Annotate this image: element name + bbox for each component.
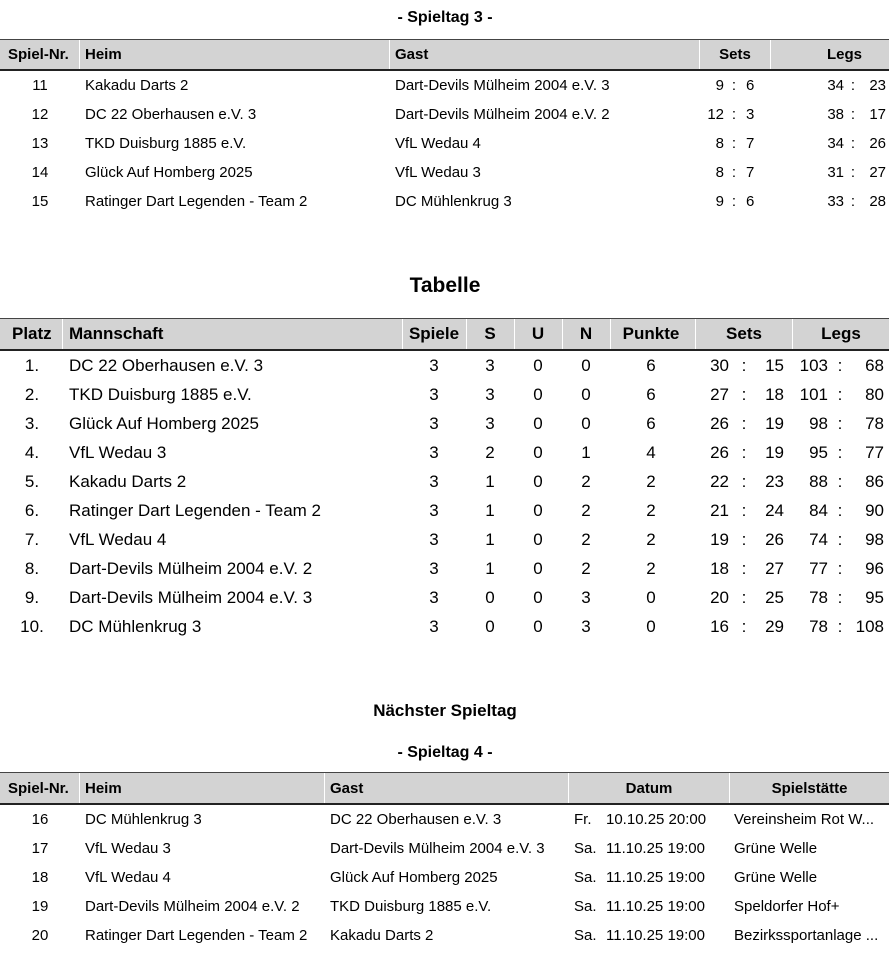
legs-against: 98 [865, 530, 884, 549]
legs-away: 27 [869, 164, 886, 181]
spieltag3-title: - Spieltag 3 - [397, 9, 493, 26]
legs-for: 77 [809, 559, 828, 578]
legs-against: 68 [865, 356, 884, 375]
sets-against: 23 [765, 472, 784, 491]
header-datum: Datum [625, 779, 673, 797]
punkte: 4 [646, 443, 656, 462]
spiel-nr: 18 [31, 869, 49, 886]
score-separator: : [837, 443, 843, 462]
punkte: 0 [646, 617, 656, 636]
platz: 10. [20, 617, 44, 636]
siege: 2 [485, 443, 495, 462]
legs-for: 88 [809, 472, 828, 491]
datum: 10.10.25 20:00 [606, 811, 707, 828]
score-separator: : [741, 414, 747, 433]
platz: 3. [24, 414, 40, 433]
mannschaft: Dart-Devils Mülheim 2004 e.V. 3 [69, 588, 313, 607]
table-row [0, 129, 889, 158]
unentschieden: 0 [533, 530, 543, 549]
siege: 1 [485, 501, 495, 520]
sets-against: 24 [765, 501, 784, 520]
legs-home: 33 [827, 193, 844, 210]
header-u: U [531, 324, 545, 343]
table-row [0, 187, 889, 216]
sets-away: 6 [746, 77, 755, 94]
table-row [0, 554, 889, 583]
tabelle-title: Tabelle [409, 274, 481, 297]
table-row [0, 612, 889, 641]
heim-team: Kakadu Darts 2 [85, 77, 189, 94]
spiele: 3 [429, 617, 439, 636]
legs-for: 74 [809, 530, 828, 549]
punkte: 6 [646, 414, 656, 433]
niederlagen: 3 [581, 588, 591, 607]
sets-home: 9 [715, 193, 724, 210]
legs-away: 17 [869, 106, 886, 123]
legs-home: 38 [827, 106, 844, 123]
niederlagen: 2 [581, 530, 591, 549]
score-separator: : [837, 385, 843, 404]
legs-for: 95 [809, 443, 828, 462]
sets-home: 8 [715, 164, 724, 181]
platz: 7. [24, 530, 40, 549]
gast-team: VfL Wedau 3 [395, 164, 481, 181]
platz: 1. [24, 356, 40, 375]
datum: 11.10.25 19:00 [606, 869, 705, 886]
spiele: 3 [429, 501, 439, 520]
unentschieden: 0 [533, 559, 543, 578]
gast-team: DC 22 Oberhausen e.V. 3 [330, 811, 502, 828]
spiel-nr: 17 [31, 840, 49, 857]
score-separator: : [731, 193, 737, 210]
spiele: 3 [429, 472, 439, 491]
unentschieden: 0 [533, 501, 543, 520]
header-punkte: Punkte [622, 324, 680, 343]
spiele: 3 [429, 414, 439, 433]
score-separator: : [837, 617, 843, 636]
niederlagen: 2 [581, 501, 591, 520]
score-separator: : [741, 501, 747, 520]
score-separator: : [850, 135, 856, 152]
legs-against: 90 [865, 501, 884, 520]
header-gast: Gast [330, 779, 364, 797]
unentschieden: 0 [533, 443, 543, 462]
legs-for: 101 [799, 385, 828, 404]
sets-for: 18 [710, 559, 729, 578]
heim-team: VfL Wedau 3 [85, 840, 171, 857]
header-spiele: Spiele [408, 324, 460, 343]
legs-home: 34 [827, 135, 844, 152]
spieltag4-header [0, 772, 889, 805]
header-s: S [484, 324, 496, 343]
mannschaft: DC 22 Oberhausen e.V. 3 [69, 356, 264, 375]
header-legs: Legs [821, 324, 861, 343]
score-separator: : [731, 77, 737, 94]
table-row [0, 409, 889, 438]
sets-for: 20 [710, 588, 729, 607]
siege: 3 [485, 385, 495, 404]
header-spielstaette: Spielstätte [771, 779, 848, 797]
niederlagen: 0 [581, 385, 591, 404]
sets-for: 26 [710, 443, 729, 462]
score-separator: : [837, 414, 843, 433]
header-spiel-nr: Spiel-Nr. [8, 779, 69, 797]
table-row [0, 525, 889, 554]
score-separator: : [837, 356, 843, 375]
legs-for: 103 [799, 356, 828, 375]
heim-team: Glück Auf Homberg 2025 [85, 164, 253, 181]
platz: 6. [24, 501, 40, 520]
mannschaft: Kakadu Darts 2 [69, 472, 187, 491]
sets-against: 15 [765, 356, 784, 375]
heim-team: TKD Duisburg 1885 e.V. [85, 135, 247, 152]
legs-for: 84 [809, 501, 828, 520]
sets-home: 9 [715, 77, 724, 94]
table-row [0, 351, 889, 380]
score-separator: : [850, 106, 856, 123]
gast-team: Dart-Devils Mülheim 2004 e.V. 3 [395, 77, 610, 94]
score-separator: : [741, 443, 747, 462]
spielstaette: Vereinsheim Rot W... [734, 811, 875, 828]
unentschieden: 0 [533, 588, 543, 607]
score-separator: : [741, 530, 747, 549]
sets-for: 16 [710, 617, 729, 636]
header-sets: Sets [726, 324, 762, 343]
score-separator: : [837, 530, 843, 549]
table-row [0, 496, 889, 525]
sets-away: 6 [746, 193, 755, 210]
platz: 4. [24, 443, 40, 462]
spielstaette: Grüne Welle [734, 869, 818, 886]
spieltag4-title: - Spieltag 4 - [397, 744, 493, 761]
platz: 9. [24, 588, 40, 607]
siege: 1 [485, 530, 495, 549]
header-spiel-nr: Spiel-Nr. [8, 46, 69, 63]
score-separator: : [741, 588, 747, 607]
legs-for: 98 [809, 414, 828, 433]
spiel-nr: 16 [31, 811, 49, 828]
gast-team: TKD Duisburg 1885 e.V. [330, 898, 492, 915]
legs-home: 34 [827, 77, 844, 94]
spiel-nr: 13 [31, 135, 49, 152]
niederlagen: 0 [581, 356, 591, 375]
punkte: 0 [646, 588, 656, 607]
datum: 11.10.25 19:00 [606, 840, 705, 857]
sets-home: 12 [707, 106, 724, 123]
score-separator: : [741, 559, 747, 578]
spiel-nr: 12 [31, 106, 49, 123]
siege: 0 [485, 617, 495, 636]
naechster-title: Nächster Spieltag [373, 701, 517, 720]
table-row [0, 892, 889, 921]
sets-for: 30 [710, 356, 729, 375]
spielstaette: Grüne Welle [734, 840, 818, 857]
score-separator: : [741, 472, 747, 491]
sets-against: 18 [765, 385, 784, 404]
gast-team: Glück Auf Homberg 2025 [330, 869, 498, 886]
table-row [0, 921, 889, 950]
legs-away: 23 [869, 77, 886, 94]
score-separator: : [837, 588, 843, 607]
table-row [0, 583, 889, 612]
sets-against: 29 [765, 617, 784, 636]
punkte: 2 [646, 559, 656, 578]
platz: 2. [24, 385, 40, 404]
table-row [0, 100, 889, 129]
gast-team: Dart-Devils Mülheim 2004 e.V. 3 [330, 840, 545, 857]
spieltag3-header [0, 39, 889, 71]
tabelle-header [0, 318, 889, 351]
sets-against: 26 [765, 530, 784, 549]
sets-away: 7 [746, 135, 755, 152]
spiele: 3 [429, 385, 439, 404]
wochentag: Sa. [574, 898, 597, 915]
header-gast: Gast [395, 46, 429, 63]
heim-team: Ratinger Dart Legenden - Team 2 [85, 193, 308, 210]
spiele: 3 [429, 559, 439, 578]
legs-away: 26 [869, 135, 886, 152]
unentschieden: 0 [533, 414, 543, 433]
sets-for: 22 [710, 472, 729, 491]
sets-away: 7 [746, 164, 755, 181]
table-row [0, 438, 889, 467]
spielstaette: Speldorfer Hof+ [734, 898, 840, 915]
niederlagen: 1 [581, 443, 591, 462]
table-row [0, 467, 889, 496]
platz: 8. [24, 559, 40, 578]
sets-against: 19 [765, 414, 784, 433]
mannschaft: Dart-Devils Mülheim 2004 e.V. 2 [69, 559, 313, 578]
table-row [0, 863, 889, 892]
header-mannschaft: Mannschaft [69, 324, 164, 343]
punkte: 6 [646, 356, 656, 375]
spiel-nr: 14 [31, 164, 49, 181]
sets-for: 26 [710, 414, 729, 433]
score-separator: : [837, 472, 843, 491]
legs-against: 86 [865, 472, 884, 491]
wochentag: Sa. [574, 927, 597, 944]
legs-against: 78 [865, 414, 884, 433]
siege: 3 [485, 356, 495, 375]
niederlagen: 2 [581, 559, 591, 578]
heim-team: Dart-Devils Mülheim 2004 e.V. 2 [85, 898, 300, 915]
score-separator: : [850, 193, 856, 210]
niederlagen: 3 [581, 617, 591, 636]
legs-against: 95 [865, 588, 884, 607]
legs-against: 96 [865, 559, 884, 578]
unentschieden: 0 [533, 385, 543, 404]
siege: 1 [485, 559, 495, 578]
table-row [0, 71, 889, 100]
sets-away: 3 [746, 106, 755, 123]
spiele: 3 [429, 588, 439, 607]
siege: 1 [485, 472, 495, 491]
mannschaft: Glück Auf Homberg 2025 [69, 414, 259, 433]
punkte: 2 [646, 472, 656, 491]
wochentag: Sa. [574, 869, 597, 886]
header-heim: Heim [85, 46, 122, 63]
siege: 3 [485, 414, 495, 433]
unentschieden: 0 [533, 617, 543, 636]
punkte: 2 [646, 501, 656, 520]
unentschieden: 0 [533, 472, 543, 491]
spiele: 3 [429, 356, 439, 375]
mannschaft: Ratinger Dart Legenden - Team 2 [69, 501, 322, 520]
score-separator: : [837, 501, 843, 520]
spiele: 3 [429, 530, 439, 549]
header-platz: Platz [12, 324, 52, 343]
heim-team: DC 22 Oberhausen e.V. 3 [85, 106, 257, 123]
legs-away: 28 [869, 193, 886, 210]
spiel-nr: 19 [31, 898, 49, 915]
score-separator: : [731, 106, 737, 123]
unentschieden: 0 [533, 356, 543, 375]
gast-team: Dart-Devils Mülheim 2004 e.V. 2 [395, 106, 610, 123]
wochentag: Sa. [574, 840, 597, 857]
table-row [0, 158, 889, 187]
datum: 11.10.25 19:00 [606, 927, 705, 944]
heim-team: VfL Wedau 4 [85, 869, 171, 886]
datum: 11.10.25 19:00 [606, 898, 705, 915]
legs-for: 78 [809, 588, 828, 607]
niederlagen: 2 [581, 472, 591, 491]
table-row [0, 834, 889, 863]
sets-for: 21 [710, 501, 729, 520]
legs-for: 78 [809, 617, 828, 636]
score-separator: : [850, 77, 856, 94]
score-separator: : [741, 356, 747, 375]
mannschaft: VfL Wedau 4 [69, 530, 167, 549]
heim-team: Ratinger Dart Legenden - Team 2 [85, 927, 308, 944]
niederlagen: 0 [581, 414, 591, 433]
score-separator: : [731, 135, 737, 152]
score-separator: : [850, 164, 856, 181]
gast-team: Kakadu Darts 2 [330, 927, 434, 944]
sets-against: 19 [765, 443, 784, 462]
header-sets: Sets [719, 46, 751, 63]
spiele: 3 [429, 443, 439, 462]
header-n: N [579, 324, 593, 343]
punkte: 2 [646, 530, 656, 549]
sets-for: 27 [710, 385, 729, 404]
header-heim: Heim [85, 779, 122, 797]
gast-team: DC Mühlenkrug 3 [395, 193, 512, 210]
spiel-nr: 15 [31, 193, 49, 210]
sets-home: 8 [715, 135, 724, 152]
legs-against: 108 [855, 617, 884, 636]
heim-team: DC Mühlenkrug 3 [85, 811, 202, 828]
sets-for: 19 [710, 530, 729, 549]
wochentag: Fr. [574, 811, 592, 828]
table-row [0, 380, 889, 409]
score-separator: : [741, 385, 747, 404]
punkte: 6 [646, 385, 656, 404]
mannschaft: TKD Duisburg 1885 e.V. [69, 385, 252, 404]
legs-home: 31 [827, 164, 844, 181]
score-separator: : [741, 617, 747, 636]
sets-against: 25 [765, 588, 784, 607]
spiel-nr: 11 [32, 77, 48, 94]
score-separator: : [837, 559, 843, 578]
legs-against: 80 [865, 385, 884, 404]
mannschaft: VfL Wedau 3 [69, 443, 167, 462]
spielstaette: Bezirkssportanlage ... [734, 927, 879, 944]
mannschaft: DC Mühlenkrug 3 [69, 617, 202, 636]
platz: 5. [24, 472, 40, 491]
siege: 0 [485, 588, 495, 607]
table-row [0, 805, 889, 834]
spiel-nr: 20 [31, 927, 49, 944]
header-legs: Legs [826, 46, 862, 63]
gast-team: VfL Wedau 4 [395, 135, 481, 152]
score-separator: : [731, 164, 737, 181]
legs-against: 77 [865, 443, 884, 462]
sets-against: 27 [765, 559, 784, 578]
